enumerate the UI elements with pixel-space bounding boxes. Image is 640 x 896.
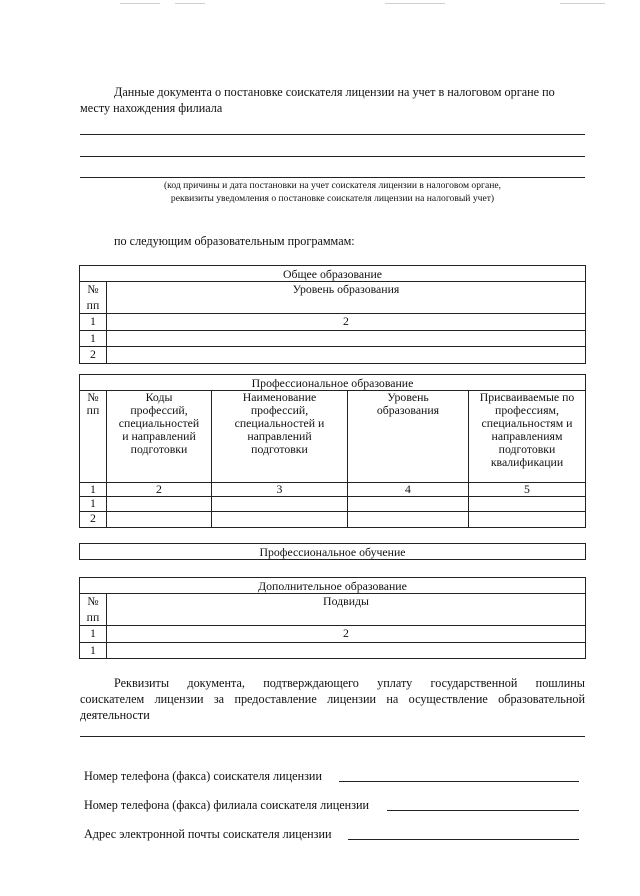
header-line: специальностей и: [234, 416, 325, 430]
level-input-cell[interactable]: [348, 512, 469, 528]
programs-intro: по следующим образовательным программам:: [114, 234, 355, 248]
index-cell: 1: [80, 314, 107, 331]
additional-education-caption: Дополнительное образование: [80, 578, 586, 594]
header-line: подготовки: [130, 442, 188, 456]
index-cell: 3: [212, 483, 348, 497]
no-symbol: №: [87, 594, 99, 608]
general-education-table: [79, 265, 586, 364]
state-fee-input-line[interactable]: [80, 736, 585, 737]
professional-training-table: [79, 543, 586, 560]
additional-education-table: [79, 577, 586, 659]
level-input-cell[interactable]: [107, 347, 586, 364]
index-cell: 2: [107, 626, 586, 643]
header-line: подготовки: [251, 442, 308, 456]
professional-education-caption: Профессиональное образование: [80, 375, 586, 391]
no-symbol: №: [87, 390, 99, 404]
filial-phone-input-line[interactable]: [387, 810, 579, 811]
codes-input-cell[interactable]: [107, 497, 212, 512]
professional-training-caption: Профессиональное обучение: [80, 544, 586, 560]
subtypes-column-header: Подвиды: [107, 594, 586, 626]
header-line: профессий,: [130, 403, 188, 417]
filial-registration-text: Данные документа о постановке соискателя лицензии на учет в налоговом органе по месту нахождения филиала: [80, 85, 555, 115]
filial-registration-line-1[interactable]: [80, 134, 585, 135]
qualifications-column-header: [469, 391, 586, 483]
state-fee-text: [80, 675, 585, 723]
header-line: специальностям и: [481, 416, 573, 430]
index-cell: 4: [348, 483, 469, 497]
names-column-header: [212, 391, 348, 483]
state-fee-line-2: соискателем лицензии за предоставление лицензии на осуществление образовательной: [80, 692, 585, 706]
state-fee-line-3: деятельности: [80, 708, 150, 722]
index-cell: 1: [80, 626, 107, 643]
header-line: и направлений: [122, 429, 196, 443]
applicant-email-label: Адрес электронной почты соискателя лицензии: [84, 827, 332, 841]
index-cell: 5: [469, 483, 586, 497]
qualifications-input-cell[interactable]: [469, 512, 586, 528]
scan-edge-artifact: [0, 0, 640, 10]
professional-education-table: [79, 374, 586, 528]
header-line: специальностей: [118, 416, 200, 430]
row-number: 1: [80, 642, 107, 659]
level-column-header: Уровень образования: [107, 282, 586, 314]
header-line: Уровень: [387, 390, 429, 404]
index-cell: 1: [80, 483, 107, 497]
qualifications-input-cell[interactable]: [469, 497, 586, 512]
names-input-cell[interactable]: [212, 512, 348, 528]
row-number: 1: [80, 497, 107, 512]
header-line: направлениям: [491, 429, 563, 443]
header-line: Коды: [145, 390, 173, 404]
hint-line-2: реквизиты уведомления о постановке соискателя лицензии на налоговый учет): [170, 192, 495, 204]
level-input-cell[interactable]: [107, 330, 586, 347]
applicant-phone-label: Номер телефона (факса) соискателя лицензии: [84, 769, 322, 783]
row-number: 1: [80, 330, 107, 347]
filial-registration-line-3[interactable]: [80, 177, 585, 178]
index-cell: 2: [107, 483, 212, 497]
no-column-header: [80, 594, 107, 626]
header-line: профессиям,: [495, 403, 559, 417]
applicant-email-input-line[interactable]: [348, 839, 579, 840]
header-line: Наименование: [242, 390, 317, 404]
index-cell: 2: [107, 314, 586, 331]
codes-column-header: [107, 391, 212, 483]
header-line: профессий,: [250, 403, 309, 417]
level-column-header: [348, 391, 469, 483]
filial-phone-label: Номер телефона (факса) филиала соискателя лицензии: [84, 798, 370, 812]
level-input-cell[interactable]: [348, 497, 469, 512]
subtypes-input-cell[interactable]: [107, 642, 586, 659]
no-symbol: №: [87, 282, 99, 296]
header-line: Присваиваемые по: [479, 390, 575, 404]
filial-registration-hint: [80, 180, 585, 205]
no-abbr: пп: [86, 609, 100, 624]
row-number: 2: [80, 512, 107, 528]
row-number: 2: [80, 347, 107, 364]
header-line: квалификации: [490, 455, 564, 469]
no-column-header: [80, 391, 107, 483]
header-line: образования: [376, 403, 440, 417]
hint-line-1: (код причины и дата постановки на учет соискателя лицензии в налоговом органе,: [163, 180, 501, 191]
header-line: подготовки: [498, 442, 556, 456]
no-column-header: [80, 282, 107, 314]
state-fee-line-1: Реквизиты документа, подтверждающего уплату государственной пошлины: [114, 676, 585, 690]
codes-input-cell[interactable]: [107, 512, 212, 528]
no-abbr: пп: [86, 297, 100, 312]
filial-registration-line-2[interactable]: [80, 156, 585, 157]
no-abbr: пп: [86, 403, 100, 417]
names-input-cell[interactable]: [212, 497, 348, 512]
applicant-phone-input-line[interactable]: [339, 781, 579, 782]
general-education-caption: Общее образование: [80, 266, 586, 282]
header-line: направлений: [247, 429, 312, 443]
